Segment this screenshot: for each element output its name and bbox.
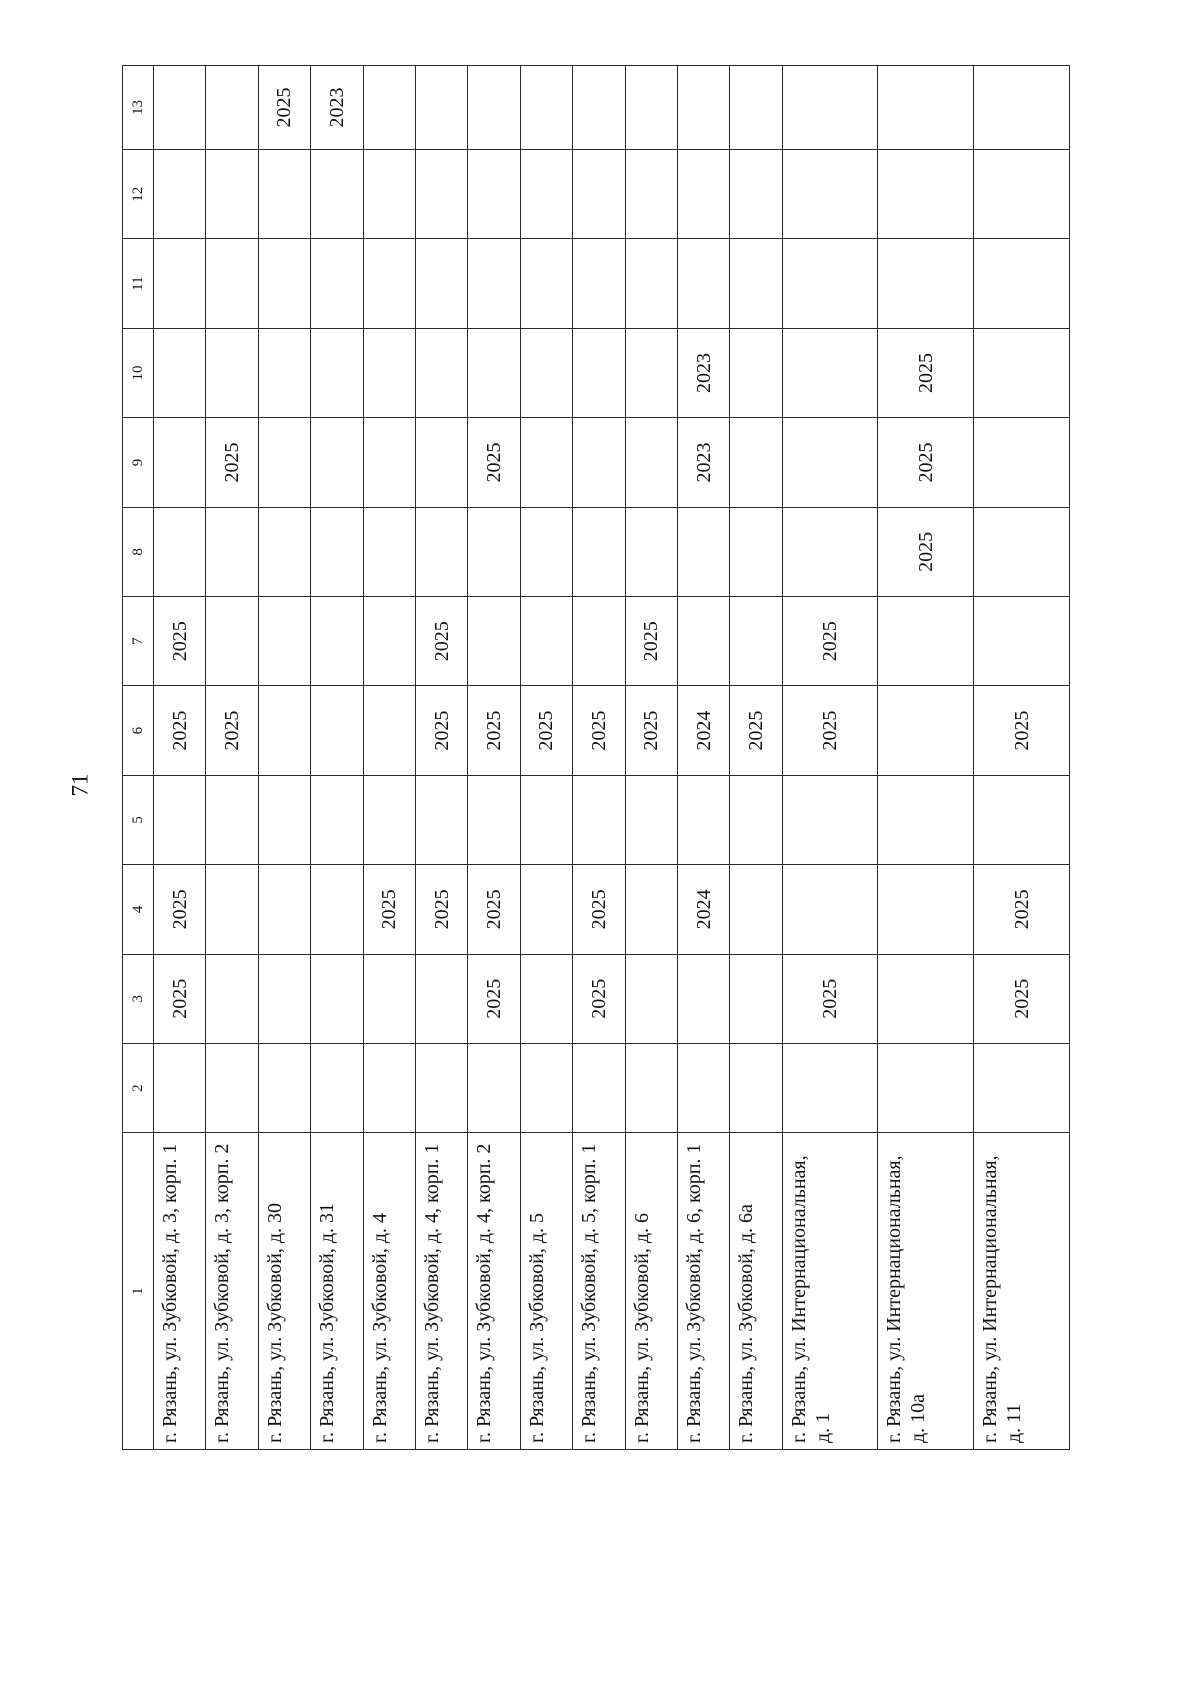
column-header-9: 9 — [123, 418, 154, 507]
year-cell-col-7 — [206, 597, 258, 686]
year-cell-col-6: 2025 — [730, 686, 782, 775]
year-cell-col-9 — [625, 418, 677, 507]
year-cell-col-6: 2025 — [573, 686, 625, 775]
year-cell-col-6: 2025 — [206, 686, 258, 775]
year-cell-col-8 — [154, 507, 206, 596]
year-cell-col-3 — [311, 954, 363, 1043]
year-cell-col-11 — [573, 239, 625, 328]
year-cell-col-8 — [677, 507, 729, 596]
year-cell-col-12 — [363, 150, 415, 239]
year-cell-col-2 — [206, 1043, 258, 1132]
table-row — [363, 66, 415, 1450]
year-cell-col-13 — [363, 66, 415, 150]
year-cell-col-8: 2025 — [878, 507, 974, 596]
page-number: 71 — [67, 773, 93, 797]
year-cell-col-12 — [415, 150, 467, 239]
year-cell-col-8 — [468, 507, 520, 596]
year-cell-col-13 — [625, 66, 677, 150]
year-cell-col-5 — [730, 775, 782, 864]
year-cell-col-12 — [258, 150, 310, 239]
year-cell-col-5 — [154, 775, 206, 864]
year-cell-col-9 — [415, 418, 467, 507]
year-cell-col-11 — [625, 239, 677, 328]
year-cell-col-4 — [258, 865, 310, 954]
year-cell-col-10 — [154, 328, 206, 417]
year-cell-col-5 — [258, 775, 310, 864]
year-cell-col-8 — [730, 507, 782, 596]
year-cell-col-10 — [206, 328, 258, 417]
table-row — [468, 66, 520, 1450]
address-cell: г. Рязань, ул. Зубковой, д. 5, корп. 1 — [573, 1133, 625, 1450]
year-cell-col-4: 2025 — [363, 865, 415, 954]
year-cell-col-13 — [206, 66, 258, 150]
year-cell-col-7 — [363, 597, 415, 686]
column-header-7: 7 — [123, 597, 154, 686]
year-cell-col-5 — [415, 775, 467, 864]
year-cell-col-11 — [363, 239, 415, 328]
year-cell-col-10 — [974, 328, 1070, 417]
year-cell-col-3: 2025 — [573, 954, 625, 1043]
table-row — [311, 66, 363, 1450]
year-cell-col-7 — [677, 597, 729, 686]
year-cell-col-10: 2023 — [677, 328, 729, 417]
year-cell-col-5 — [625, 775, 677, 864]
year-cell-col-5 — [206, 775, 258, 864]
column-header-3: 3 — [123, 954, 154, 1043]
table-row — [625, 66, 677, 1450]
year-cell-col-10 — [311, 328, 363, 417]
table-row — [730, 66, 782, 1450]
year-cell-col-7: 2025 — [154, 597, 206, 686]
year-cell-col-3 — [730, 954, 782, 1043]
year-cell-col-4: 2024 — [677, 865, 729, 954]
year-cell-col-9 — [311, 418, 363, 507]
year-cell-col-7: 2025 — [625, 597, 677, 686]
address-cell: г. Рязань, ул. Зубковой, д. 3, корп. 2 — [206, 1133, 258, 1450]
year-cell-col-5 — [468, 775, 520, 864]
year-cell-col-10 — [625, 328, 677, 417]
year-cell-col-9: 2025 — [206, 418, 258, 507]
year-cell-col-7 — [468, 597, 520, 686]
year-cell-col-2 — [782, 1043, 878, 1132]
address-cell: г. Рязань, ул. Зубковой, д. 31 — [311, 1133, 363, 1450]
table-row — [206, 66, 258, 1450]
column-header-6: 6 — [123, 686, 154, 775]
year-cell-col-13 — [573, 66, 625, 150]
year-cell-col-9 — [730, 418, 782, 507]
year-cell-col-12 — [154, 150, 206, 239]
year-cell-col-4 — [730, 865, 782, 954]
year-cell-col-8 — [573, 507, 625, 596]
year-cell-col-10: 2025 — [878, 328, 974, 417]
year-cell-col-3 — [677, 954, 729, 1043]
year-cell-col-8 — [206, 507, 258, 596]
column-header-13: 13 — [123, 66, 154, 150]
year-cell-col-2 — [415, 1043, 467, 1132]
year-cell-col-8 — [363, 507, 415, 596]
year-cell-col-5 — [573, 775, 625, 864]
year-cell-col-13: 2023 — [311, 66, 363, 150]
year-cell-col-4 — [625, 865, 677, 954]
year-cell-col-7: 2025 — [415, 597, 467, 686]
year-cell-col-9: 2023 — [677, 418, 729, 507]
year-cell-col-4: 2025 — [415, 865, 467, 954]
year-cell-col-12 — [468, 150, 520, 239]
address-cell: г. Рязань, ул. Зубковой, д. 4 — [363, 1133, 415, 1450]
year-cell-col-2 — [311, 1043, 363, 1132]
year-cell-col-10 — [258, 328, 310, 417]
column-header-12: 12 — [123, 150, 154, 239]
year-cell-col-6: 2025 — [520, 686, 572, 775]
year-cell-col-6 — [878, 686, 974, 775]
table-row — [677, 66, 729, 1450]
year-cell-col-10 — [415, 328, 467, 417]
year-cell-col-10 — [468, 328, 520, 417]
year-cell-col-9 — [782, 418, 878, 507]
year-cell-col-3 — [415, 954, 467, 1043]
column-header-4: 4 — [123, 865, 154, 954]
year-cell-col-4 — [878, 865, 974, 954]
year-cell-col-10 — [730, 328, 782, 417]
year-cell-col-2 — [625, 1043, 677, 1132]
year-cell-col-11 — [677, 239, 729, 328]
address-cell: г. Рязань, ул. Зубковой, д. 4, корп. 2 — [468, 1133, 520, 1450]
year-cell-col-6 — [311, 686, 363, 775]
year-cell-col-13 — [878, 66, 974, 150]
year-cell-col-3: 2025 — [154, 954, 206, 1043]
address-cell: г. Рязань, ул. Зубковой, д. 4, корп. 1 — [415, 1133, 467, 1450]
year-cell-col-9 — [573, 418, 625, 507]
year-cell-col-9 — [974, 418, 1070, 507]
year-cell-col-11 — [782, 239, 878, 328]
address-cell: г. Рязань, ул. Зубковой, д. 30 — [258, 1133, 310, 1450]
year-cell-col-11 — [468, 239, 520, 328]
column-header-5: 5 — [123, 775, 154, 864]
year-cell-col-12 — [520, 150, 572, 239]
table-row — [258, 66, 310, 1450]
year-cell-col-6: 2025 — [974, 686, 1070, 775]
address-cell: г. Рязань, ул. Интернациональная, д. 1 — [782, 1133, 878, 1450]
year-cell-col-5 — [363, 775, 415, 864]
year-cell-col-6: 2025 — [154, 686, 206, 775]
year-cell-col-12 — [311, 150, 363, 239]
year-cell-col-12 — [782, 150, 878, 239]
address-cell: г. Рязань, ул. Зубковой, д. 6а — [730, 1133, 782, 1450]
year-cell-col-11 — [730, 239, 782, 328]
column-header-10: 10 — [123, 328, 154, 417]
year-cell-col-11 — [206, 239, 258, 328]
year-cell-col-9 — [520, 418, 572, 507]
year-cell-col-3 — [363, 954, 415, 1043]
year-cell-col-4: 2025 — [974, 865, 1070, 954]
year-cell-col-4: 2025 — [573, 865, 625, 954]
year-cell-col-9 — [154, 418, 206, 507]
year-cell-col-10 — [363, 328, 415, 417]
year-cell-col-12 — [677, 150, 729, 239]
year-cell-col-8 — [258, 507, 310, 596]
year-cell-col-4: 2025 — [154, 865, 206, 954]
table-row — [573, 66, 625, 1450]
year-cell-col-7 — [573, 597, 625, 686]
year-cell-col-10 — [782, 328, 878, 417]
year-cell-col-3: 2025 — [468, 954, 520, 1043]
year-cell-col-2 — [363, 1043, 415, 1132]
year-cell-col-4 — [520, 865, 572, 954]
year-cell-col-8 — [311, 507, 363, 596]
year-cell-col-2 — [974, 1043, 1070, 1132]
year-cell-col-12 — [625, 150, 677, 239]
year-cell-col-2 — [878, 1043, 974, 1132]
year-cell-col-6: 2025 — [415, 686, 467, 775]
address-cell: г. Рязань, ул. Интернациональная, д. 10а — [878, 1133, 974, 1450]
table-row — [154, 66, 206, 1450]
column-header-2: 2 — [123, 1043, 154, 1132]
year-cell-col-6 — [363, 686, 415, 775]
year-cell-col-8 — [782, 507, 878, 596]
year-cell-col-13 — [974, 66, 1070, 150]
year-cell-col-2 — [520, 1043, 572, 1132]
year-cell-col-13 — [154, 66, 206, 150]
year-cell-col-12 — [206, 150, 258, 239]
year-cell-col-2 — [258, 1043, 310, 1132]
year-cell-col-5 — [782, 775, 878, 864]
address-cell: г. Рязань, ул. Зубковой, д. 6 — [625, 1133, 677, 1450]
year-cell-col-7 — [311, 597, 363, 686]
year-cell-col-2 — [730, 1043, 782, 1132]
year-cell-col-7 — [258, 597, 310, 686]
year-cell-col-3 — [520, 954, 572, 1043]
year-cell-col-3: 2025 — [974, 954, 1070, 1043]
year-cell-col-6: 2024 — [677, 686, 729, 775]
year-cell-col-8 — [415, 507, 467, 596]
year-cell-col-13 — [677, 66, 729, 150]
year-cell-col-6 — [258, 686, 310, 775]
year-cell-col-11 — [878, 239, 974, 328]
year-cell-col-5 — [520, 775, 572, 864]
table-row — [974, 66, 1070, 1450]
year-cell-col-13 — [520, 66, 572, 150]
address-cell: г. Рязань, ул. Зубковой, д. 6, корп. 1 — [677, 1133, 729, 1450]
year-cell-col-8 — [520, 507, 572, 596]
year-cell-col-11 — [258, 239, 310, 328]
year-cell-col-10 — [520, 328, 572, 417]
year-cell-col-8 — [625, 507, 677, 596]
schedule-table — [122, 65, 1070, 1450]
year-cell-col-7 — [520, 597, 572, 686]
year-cell-col-11 — [415, 239, 467, 328]
year-cell-col-7 — [730, 597, 782, 686]
header-row — [123, 66, 154, 1450]
year-cell-col-9: 2025 — [878, 418, 974, 507]
year-cell-col-2 — [154, 1043, 206, 1132]
year-cell-col-10 — [573, 328, 625, 417]
year-cell-col-11 — [311, 239, 363, 328]
year-cell-col-7 — [878, 597, 974, 686]
year-cell-col-4: 2025 — [468, 865, 520, 954]
year-cell-col-12 — [878, 150, 974, 239]
year-cell-col-8 — [974, 507, 1070, 596]
schedule-table-wrapper — [122, 65, 1070, 1450]
table-row — [415, 66, 467, 1450]
year-cell-col-6: 2025 — [782, 686, 878, 775]
address-cell: г. Рязань, ул. Зубковой, д. 5 — [520, 1133, 572, 1450]
column-header-8: 8 — [123, 507, 154, 596]
year-cell-col-12 — [730, 150, 782, 239]
year-cell-col-13 — [415, 66, 467, 150]
year-cell-col-3 — [258, 954, 310, 1043]
year-cell-col-2 — [677, 1043, 729, 1132]
year-cell-col-13 — [468, 66, 520, 150]
table-row — [520, 66, 572, 1450]
year-cell-col-13 — [730, 66, 782, 150]
year-cell-col-2 — [468, 1043, 520, 1132]
year-cell-col-7 — [974, 597, 1070, 686]
year-cell-col-9 — [258, 418, 310, 507]
year-cell-col-11 — [154, 239, 206, 328]
year-cell-col-5 — [677, 775, 729, 864]
year-cell-col-3 — [206, 954, 258, 1043]
table-row — [782, 66, 878, 1450]
year-cell-col-4 — [311, 865, 363, 954]
year-cell-col-13: 2025 — [258, 66, 310, 150]
year-cell-col-4 — [206, 865, 258, 954]
year-cell-col-12 — [573, 150, 625, 239]
year-cell-col-6: 2025 — [625, 686, 677, 775]
year-cell-col-3 — [625, 954, 677, 1043]
year-cell-col-9: 2025 — [468, 418, 520, 507]
year-cell-col-11 — [974, 239, 1070, 328]
year-cell-col-3 — [878, 954, 974, 1043]
year-cell-col-12 — [974, 150, 1070, 239]
table-row — [878, 66, 974, 1450]
year-cell-col-3: 2025 — [782, 954, 878, 1043]
year-cell-col-13 — [782, 66, 878, 150]
year-cell-col-7: 2025 — [782, 597, 878, 686]
column-header-1: 1 — [123, 1133, 154, 1450]
year-cell-col-5 — [878, 775, 974, 864]
year-cell-col-6: 2025 — [468, 686, 520, 775]
address-cell: г. Рязань, ул. Зубковой, д. 3, корп. 1 — [154, 1133, 206, 1450]
column-header-11: 11 — [123, 239, 154, 328]
year-cell-col-5 — [311, 775, 363, 864]
year-cell-col-9 — [363, 418, 415, 507]
address-cell: г. Рязань, ул. Интернациональная, д. 11 — [974, 1133, 1070, 1450]
year-cell-col-11 — [520, 239, 572, 328]
year-cell-col-5 — [974, 775, 1070, 864]
year-cell-col-4 — [782, 865, 878, 954]
year-cell-col-2 — [573, 1043, 625, 1132]
